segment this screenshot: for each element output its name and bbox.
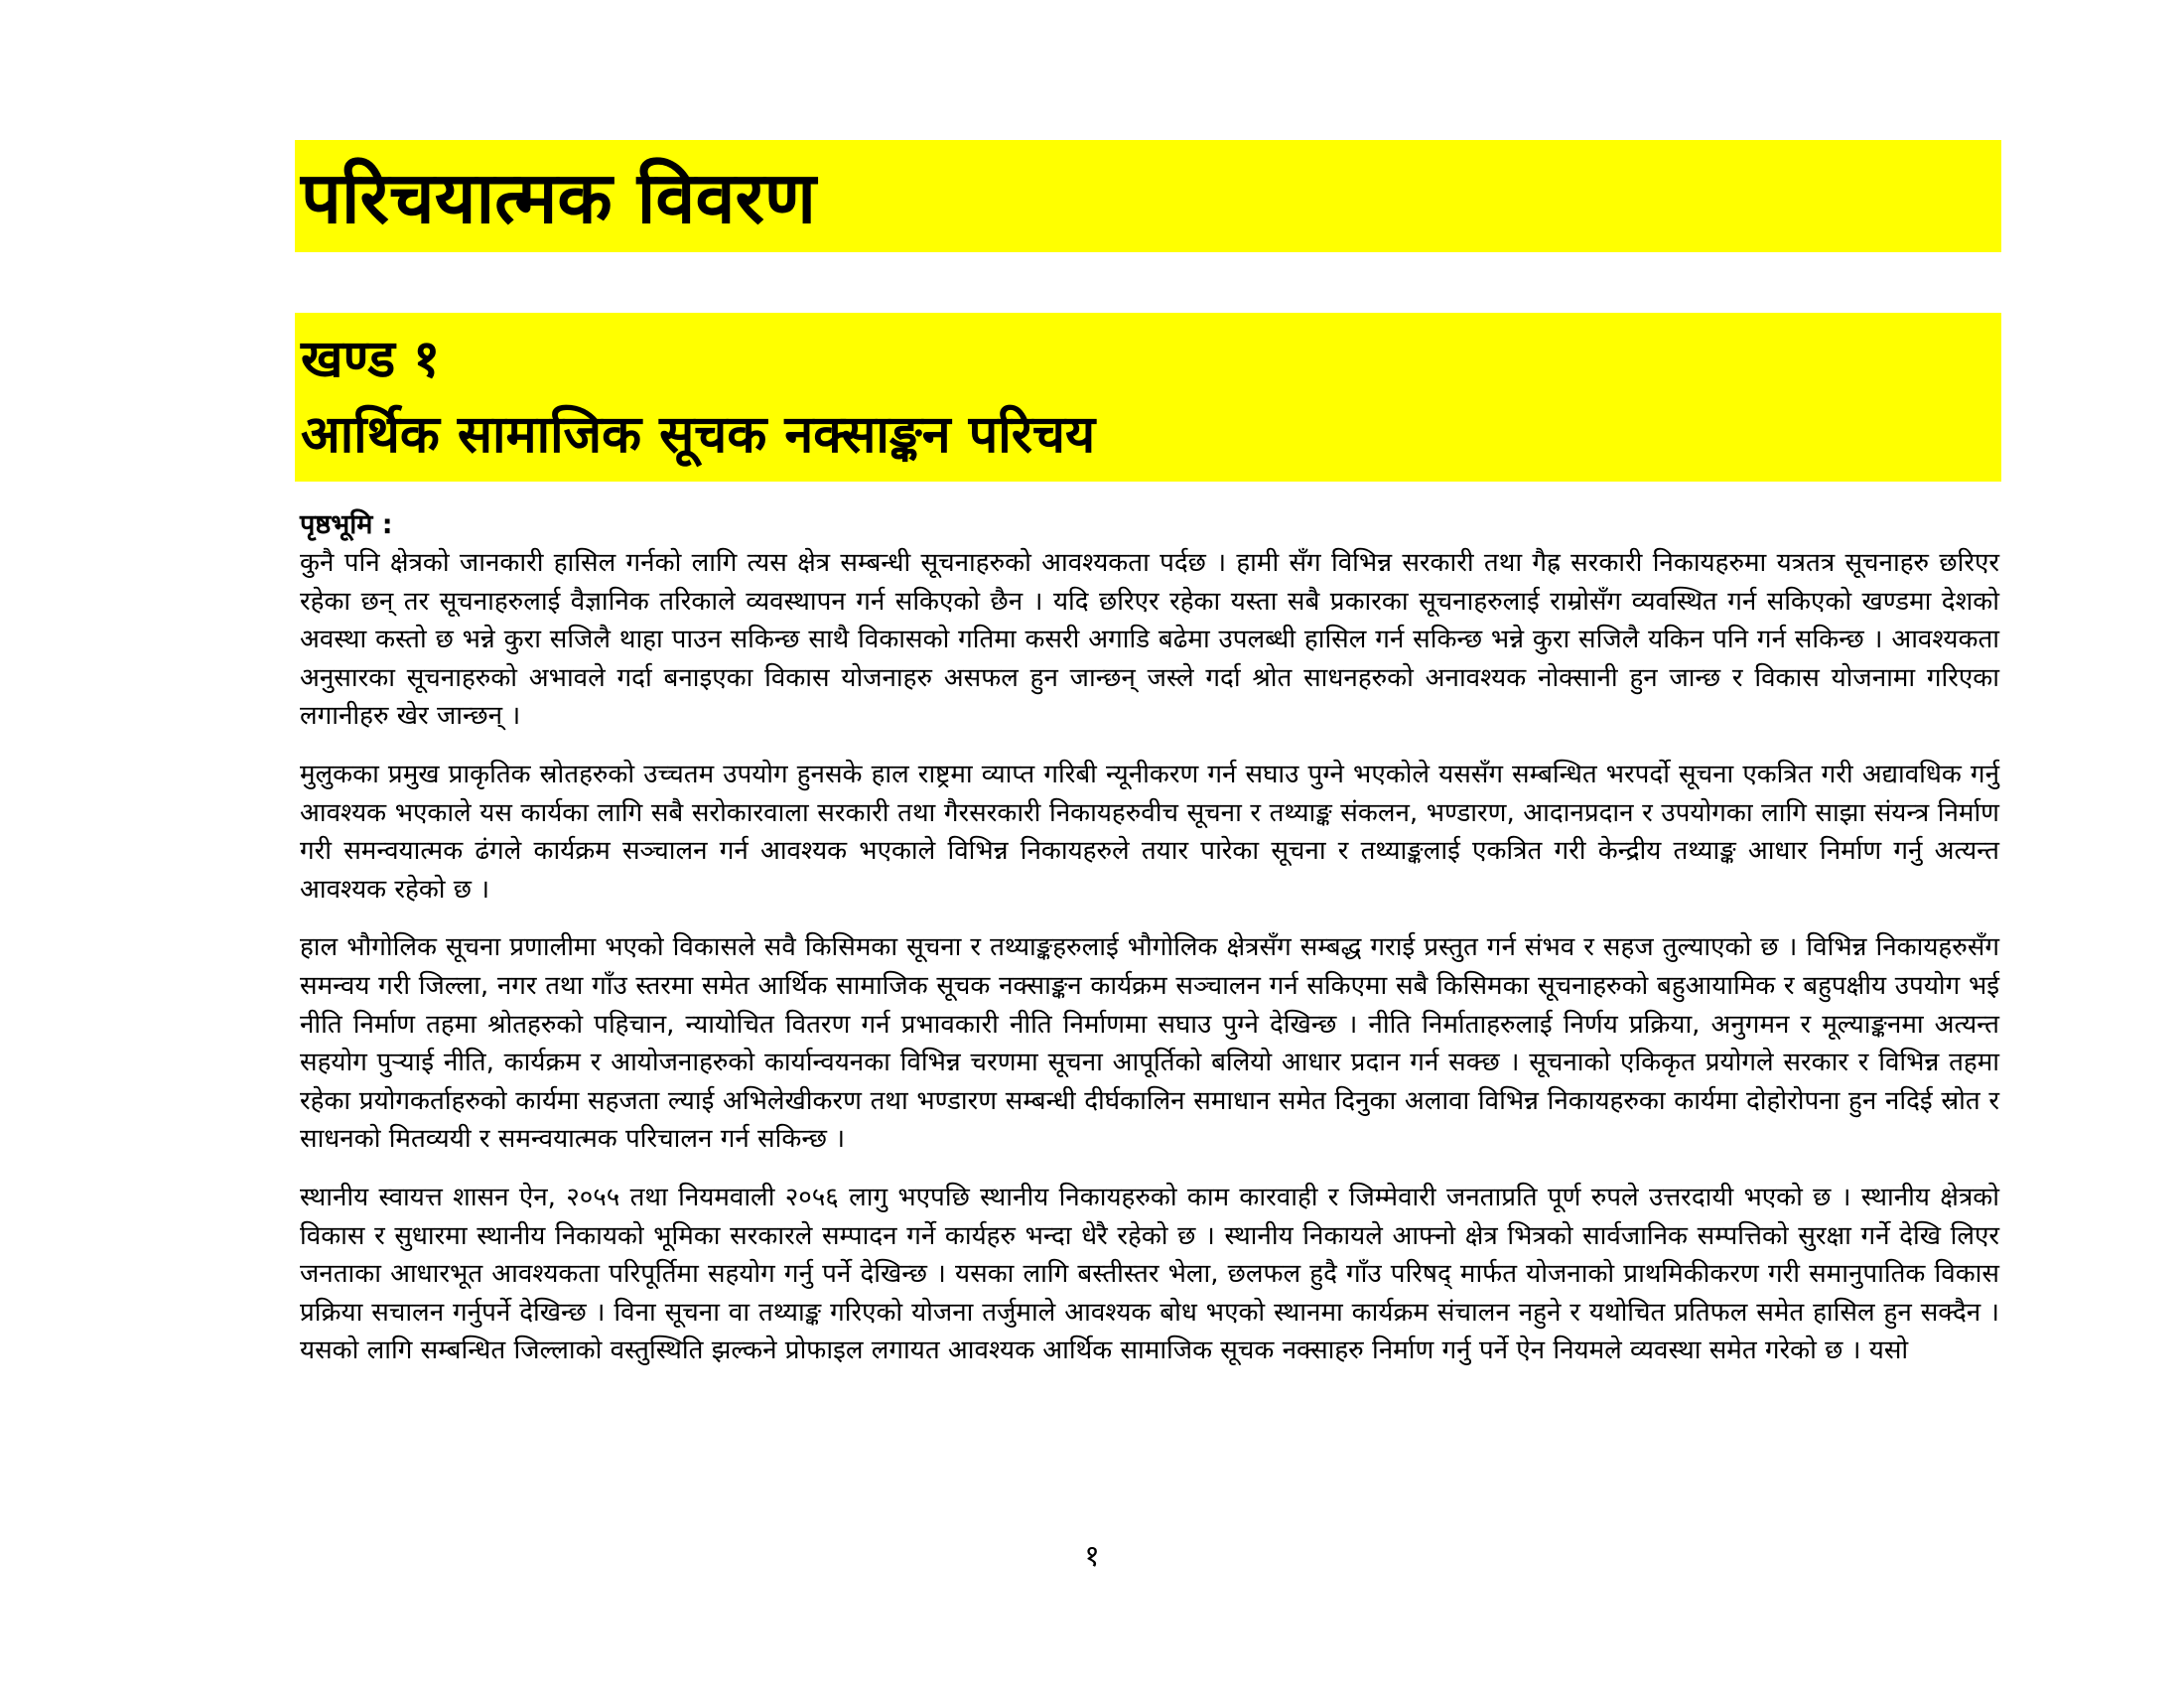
paragraph-1: कुनै पनि क्षेत्रको जानकारी हासिल गर्नको लागि त्यस क्षेत्र सम्बन्धी सूचनाहरुको आवश्यकता पर्दछ । हामी सँग विभिन्न सरकारी तथा गैह्र सरकारी निकायहरुमा यत्रतत्र सूचनाहरु छरिएर रहेका छन् तर सूचनाहरुलाई वैज्ञानिक तरिकाले व्यवस्थापन गर्न सकिएको छैन । यदि छरिएर रहेका यस्ता सबै प्रकारका सूचनाहरुलाई राम्रोसँग व्यवस्थित गर्न सकिएको खण्डमा देशको अवस्था कस्तो छ भन्ने कुरा सजिलै थाहा पाउन सकिन्छ साथै विकासको गतिमा कसरी अगाडि बढेमा उपलब्धी हासिल गर्न सकिन्छ भन्ने कुरा सजिलै यकिन पनि गर्न सकिन्छ । आवश्यकता अनुसारका सूचनाहरुको अभावले गर्दा बनाइएका विकास योजनाहरु असफल हुन जान्छन् जस्ले गर्दा श्रोत साधनहरुको अनावश्यक नोक्सानी हुन जान्छ र विकास योजनामा गरिएका लगानीहरु खेर जान्छन् । [300, 548, 1999, 732]
section-title: आर्थिक सामाजिक सूचक नक्साङ्कन परिचय [301, 405, 1096, 465]
title-highlight-band [295, 140, 2001, 252]
section-highlight-band [295, 313, 2001, 482]
paragraph-2: मुलुकका प्रमुख प्राकृतिक स्रोतहरुको उच्चतम उपयोग हुनसके हाल राष्ट्रमा व्याप्त गरिबी न्यूनीकरण गर्न सघाउ पुग्ने भएकोले यससँग सम्बन्धित भरपर्दो सूचना एकत्रित गरी अद्यावधिक गर्नु आवश्यक भएकाले यस कार्यका लागि सबै सरोकारवाला सरकारी तथा गैरसरकारी निकायहरुवीच सूचना र तथ्याङ्क संकलन, भण्डारण, आदानप्रदान र उपयोगका लागि साझा संयन्त्र निर्माण गरी समन्वयात्मक ढंगले कार्यक्रम सञ्चालन गर्न आवश्यक भएकाले विभिन्न निकायहरुले तयार पारेका सूचना र तथ्याङ्कलाई एकत्रित गरी केन्द्रीय तथ्याङ्क आधार निर्माण गर्नु अत्यन्त आवश्यक रहेको छ । [300, 759, 1999, 905]
background-heading: पृष्ठभूमि : [300, 509, 393, 540]
paragraph-4: स्थानीय स्वायत्त शासन ऐन, २०५५ तथा नियमवाली २०५६ लागु भएपछि स्थानीय निकायहरुको काम कारवाही र जिम्मेवारी जनताप्रति पूर्ण रुपले उत्तरदायी भएको छ । स्थानीय क्षेत्रको विकास र सुधारमा स्थानीय निकायको भूमिका सरकारले सम्पादन गर्ने कार्यहरु भन्दा धेरै रहेको छ । स्थानीय निकायले आफ्नो क्षेत्र भित्रको सार्वजानिक सम्पत्तिको सुरक्षा गर्ने देखि लिएर जनताका आधारभूत आवश्यकता परिपूर्तिमा सहयोग गर्नु पर्ने देखिन्छ । यसका लागि बस्तीस्तर भेला, छलफल हुदै गाँउ परिषद् मार्फत योजनाको प्राथमिकीकरण गरी समानुपातिक विकास प्रक्रिया सचालन गर्नुपर्ने देखिन्छ । विना सूचना वा तथ्याङ्क गरिएको योजना तर्जुमाले आवश्यक बोध भएको स्थानमा कार्यक्रम संचालन नहुने र यथोचित प्रतिफल समेत हासिल हुन सक्दैन । यसको लागि सम्बन्धित जिल्लाको वस्तुस्थिति झल्कने प्रोफाइल लगायत आवश्यक आर्थिक सामाजिक सूचक नक्साहरु निर्माण गर्नु पर्ने ऐन नियमले व्यवस्था समेत गरेको छ । यसो [300, 1182, 1999, 1366]
page-number: १ [1084, 1539, 1100, 1574]
section-number: खण्ड १ [301, 330, 441, 389]
paragraph-3: हाल भौगोलिक सूचना प्रणालीमा भएको विकासले सवै किसिमका सूचना र तथ्याङ्कहरुलाई भौगोलिक क्षेत्रसँग सम्बद्ध गराई प्रस्तुत गर्न संभव र सहज तुल्याएको छ । विभिन्न निकायहरुसँग समन्वय गरी जिल्ला, नगर तथा गाँउ स्तरमा समेत आर्थिक सामाजिक सूचक नक्साङ्कन कार्यक्रम सञ्चालन गर्न सकिएमा सबै किसिमका सूचनाहरुको बहुआयामिक र बहुपक्षीय उपयोग भई नीति निर्माण तहमा श्रोतहरुको पहिचान, न्यायोचित वितरण गर्न प्रभावकारी नीति निर्माणमा सघाउ पुग्ने देखिन्छ । नीति निर्माताहरुलाई निर्णय प्रक्रिया, अनुगमन र मूल्याङ्कनमा अत्यन्त सहयोग पुऱ्याई नीति, कार्यक्रम र आयोजनाहरुको कार्यान्वयनका विभिन्न चरणमा सूचना आपूर्तिको बलियो आधार प्रदान गर्न सक्छ । सूचनाको एकिकृत प्रयोगले सरकार र विभिन्न तहमा रहेका प्रयोगकर्ताहरुको कार्यमा सहजता ल्याई अभिलेखीकरण तथा भण्डारण सम्बन्धी दीर्घकालिन समाधान समेत दिनुका अलावा विभिन्न निकायहरुका कार्यमा दोहोरोपना हुन नदिई स्रोत र साधनको मितव्ययी र समन्वयात्मक परिचालन गर्न सकिन्छ । [300, 932, 1999, 1155]
document-body [300, 506, 1999, 1390]
page-title: परिचयात्मक विवरण [301, 156, 816, 239]
